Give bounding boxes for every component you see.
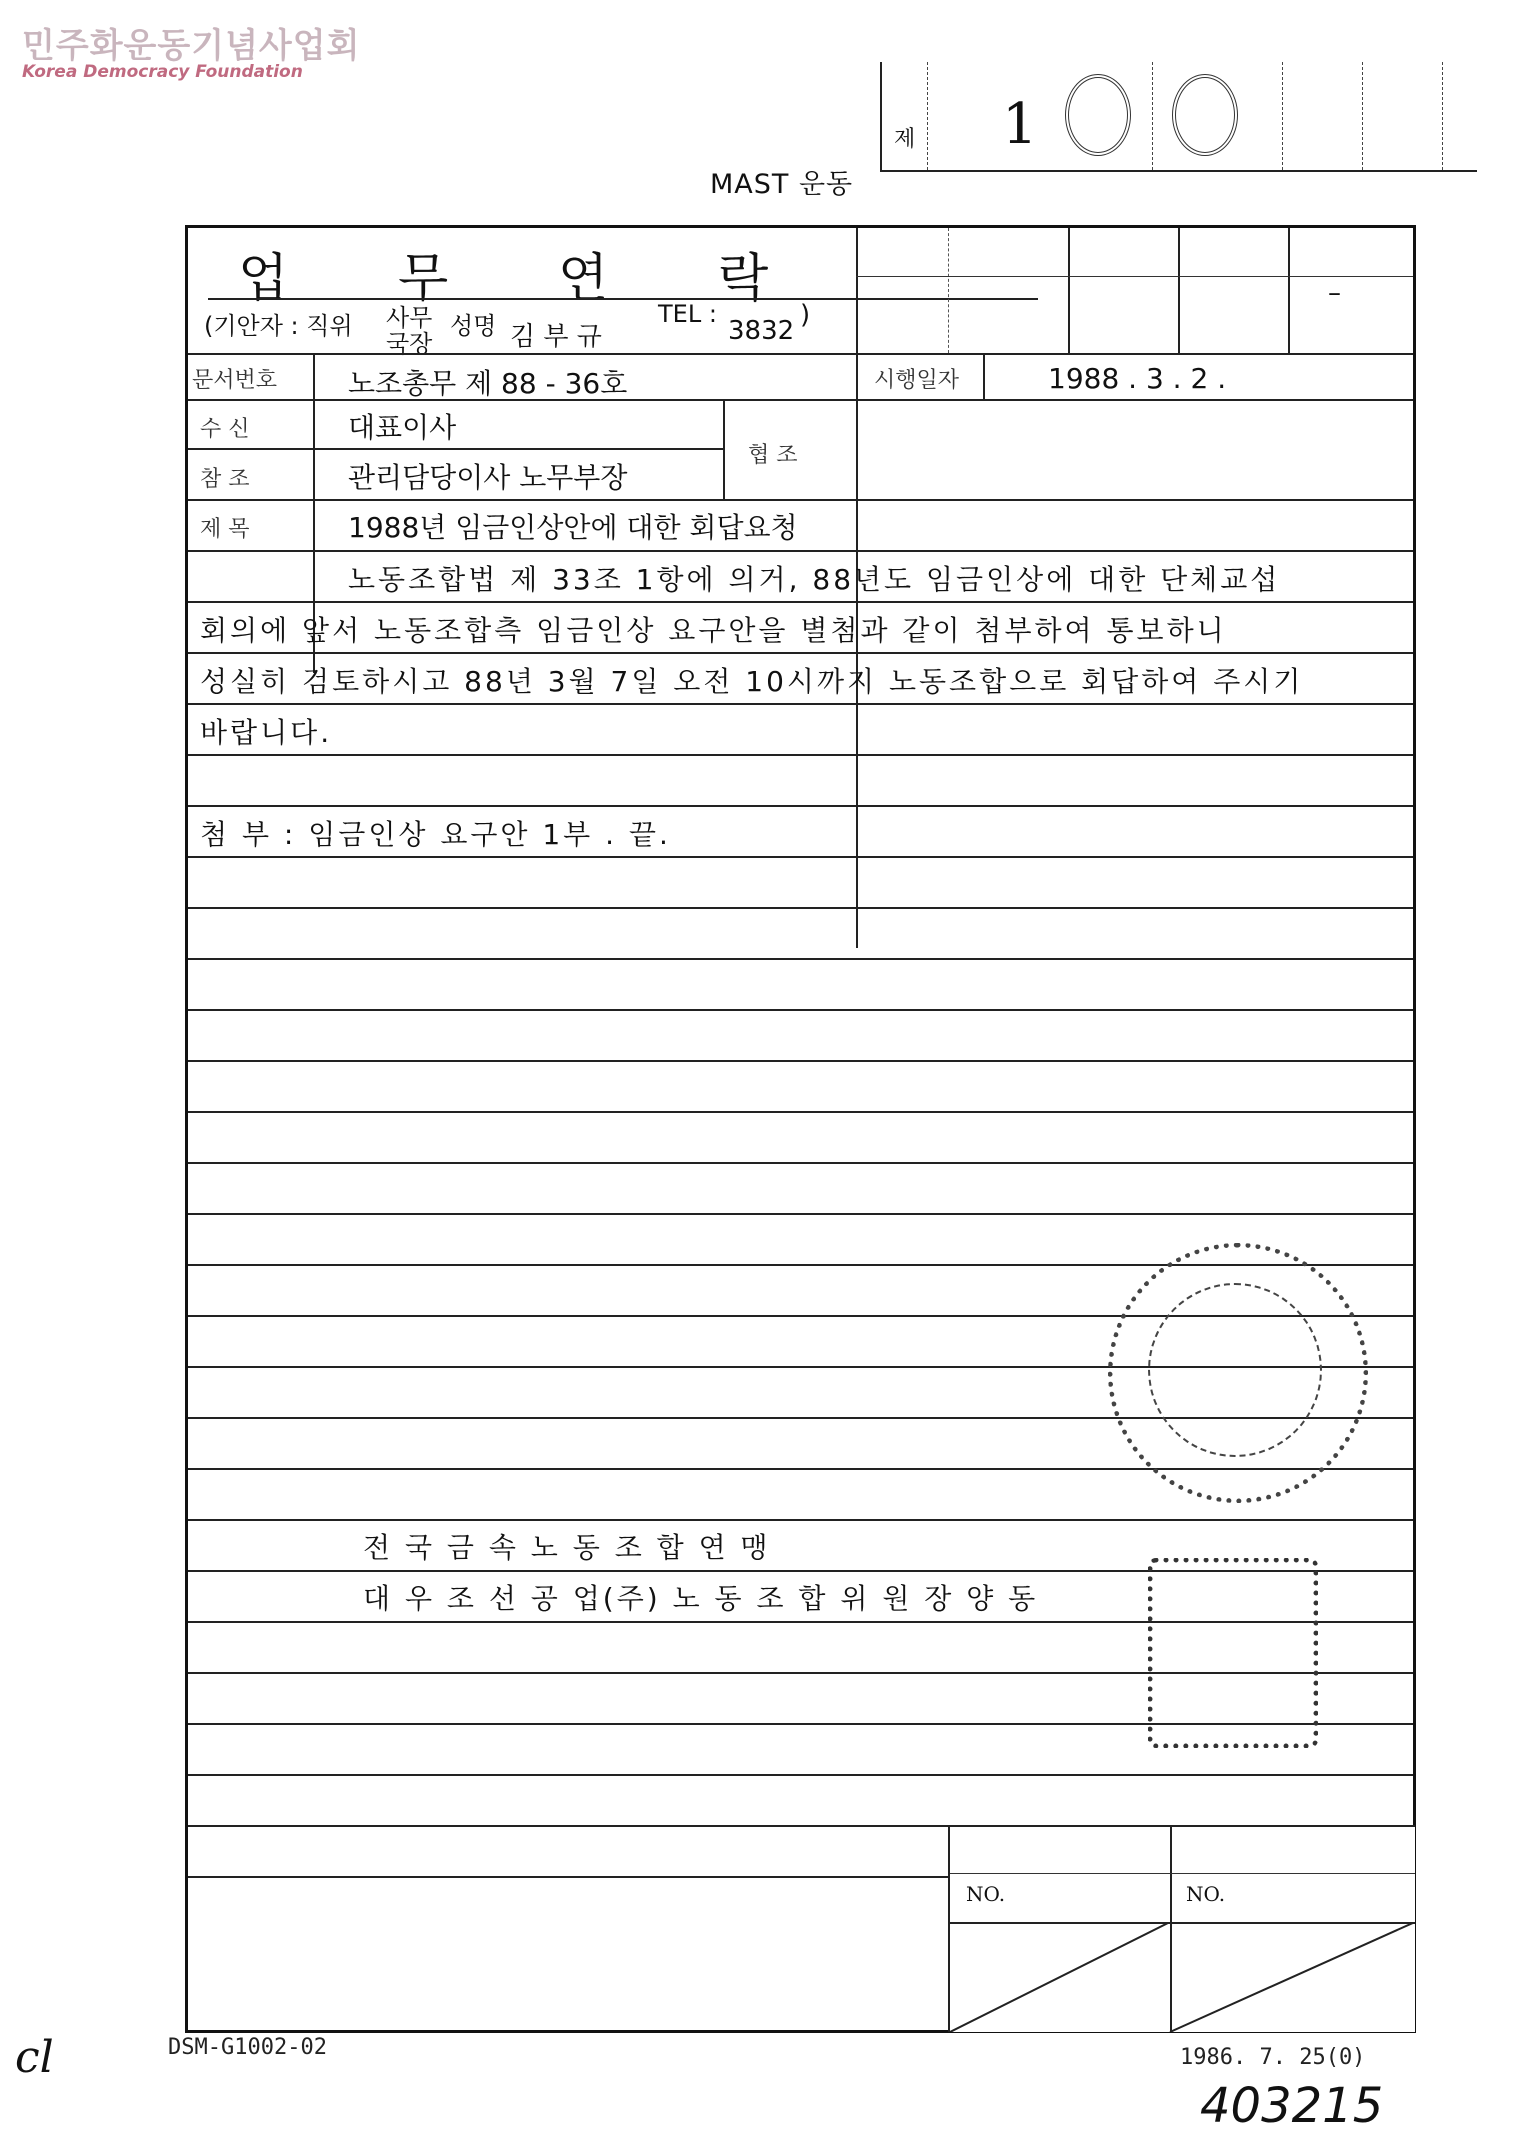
title-char: 업	[238, 249, 289, 309]
date-stamp-inner	[1148, 1283, 1322, 1457]
attachment-line: 첨 부 : 임금인상 요구안 1부 . 끝.	[200, 818, 671, 851]
title-char: 연	[558, 249, 609, 309]
drafter-position-1: 사무	[386, 304, 433, 332]
subject: 1988년 임금인상안에 대한 회답요청	[348, 511, 798, 544]
approval-box	[880, 62, 1477, 172]
recipient-label: 수 신	[200, 417, 250, 442]
cc-label: 참 조	[200, 467, 250, 492]
receipt-no-right: NO.	[1186, 1882, 1226, 1906]
approval-label: 제	[894, 127, 916, 152]
watermark-korean: 민주화운동기념사업회	[22, 26, 361, 66]
drafter-prefix: (기안자 : 직위	[204, 312, 353, 340]
doc-no: 노조총무 제 88 - 36호	[348, 367, 628, 400]
coop-label: 협 조	[748, 443, 798, 468]
receipt-no-left: NO.	[966, 1882, 1006, 1906]
title-char: 락	[718, 249, 769, 309]
watermark-english: Korea Democracy Foundation	[22, 62, 303, 82]
drafter-close: )	[800, 300, 811, 330]
drafter-position-2: 국장	[386, 330, 433, 358]
body-line-2: 회의에 앞서 노동조합측 임금인상 요구안을 별첨과 같이 첨부하여 통보하니	[200, 614, 1227, 647]
seal-stamp-small	[1065, 74, 1131, 156]
date: 1988 . 3 . 2 .	[1048, 362, 1227, 395]
date-label: 시행일자	[874, 368, 960, 393]
body-line-1: 노동조합법 제 33조 1항에 의거, 88년도 임금인상에 대한 단체교섭	[348, 563, 1281, 596]
top-mark: MAST 운동	[710, 169, 854, 200]
business-memo-form: 업 무 연 락 (기안자 : 직위 사무 국장 성명 김 부 규 TEL : 3832 ) – 문서번호 노조총무 제 88 - 36호 시행일자 1988 . 3 . 2 . 수 신 대표이사 참 조 관리담당이사 노무부장 협 조 제 목 1988년 임금인상안에 대한 회답요청 노동조합법 제 33조 1항에 의거, 88년도 임금인상에 대한 단체교섭 회의에 앞서 노동조합측 임금인상 요구안을 별첨과 같이 첨부하여 통보하니 성실히 검토하시고 88년 3월 7일 오전 10시까지 노동조합으로 회답하여 주시기 바랍니다. 첨 부 : 임금인상 요구안 1부 . 끝. 전 국 금 속 노 동 조 합 연 맹 대 우 조 선 공 업(주) 노 동 조 합 위 원 장 양 동 NO. NO.	[185, 225, 1416, 2033]
sender-line-2: 대 우 조 선 공 업(주) 노 동 조 합 위 원 장 양 동	[363, 1582, 1039, 1615]
subject-label: 제 목	[200, 517, 250, 542]
corner-mark: cl	[15, 2032, 54, 2083]
doc-number: 403215	[1200, 2078, 1384, 2134]
title-char: 무	[398, 249, 449, 309]
form-code: DSM-G1002-02	[168, 2035, 327, 2060]
print-info: 1986. 7. 25(0)	[1180, 2045, 1366, 2070]
drafter-name-label: 성명	[450, 312, 497, 340]
seal-stamp-small-2	[1172, 74, 1238, 156]
body-line-4: 바랍니다.	[200, 716, 333, 749]
recipient: 대표이사	[348, 411, 457, 444]
sender-line-1: 전 국 금 속 노 동 조 합 연 맹	[363, 1531, 771, 1564]
drafter-tel-label: TEL :	[658, 300, 717, 328]
union-seal-stamp	[1148, 1558, 1318, 1748]
doc-no-label: 문서번호	[192, 368, 278, 393]
receipt-diagonals	[950, 1922, 1415, 2032]
approval-mark: 1	[1002, 92, 1038, 157]
drafter-name: 김 부 규	[510, 322, 602, 352]
body-line-3: 성실히 검토하시고 88년 3월 7일 오전 10시까지 노동조합으로 회답하여 주시기	[200, 665, 1304, 698]
cc: 관리담당이사 노무부장	[348, 461, 628, 494]
receipt-box	[948, 1825, 1415, 2032]
drafter-tel: 3832	[728, 316, 795, 346]
